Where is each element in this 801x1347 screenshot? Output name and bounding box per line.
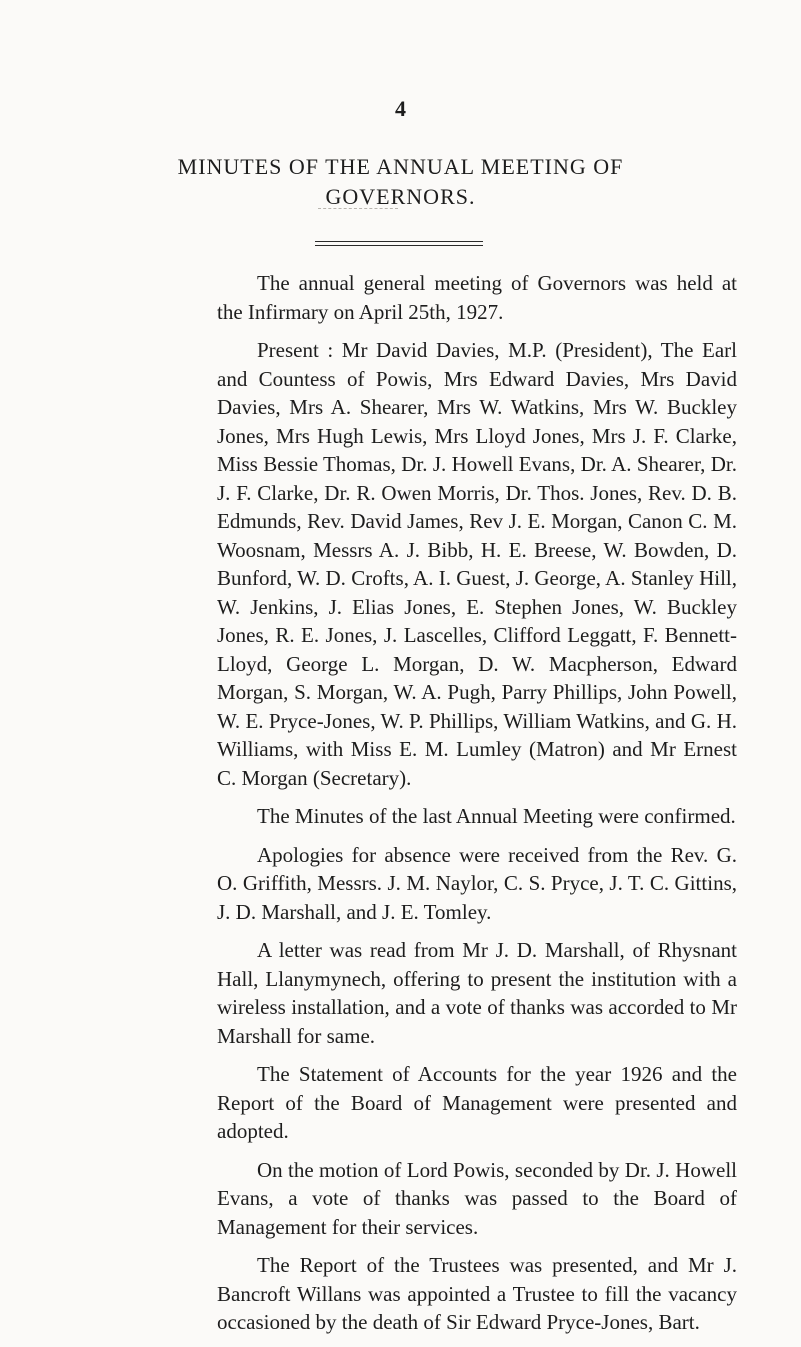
paragraph-minutes-confirmed: The Minutes of the last Annual Meeting were confirmed. — [257, 804, 736, 828]
paragraph-present: Present : Mr David Davies, M.P. (President), The Earl and Countess of Powis, Mrs Edward Davies, Mrs David Davies, Mrs A. Shearer, Mrs W. Watkins, Mrs W. Buckley Jones, Mrs Hugh Lewis, Mrs Lloyd Jones, Mrs J. F. Clarke, Miss Bessie Thomas, Dr. J. Howell Evans, Dr. A. Shearer, Dr. J. F. Clarke, Dr. R. Owen Morris, Dr. Thos. Jones, Rev. D. B. Edmunds, Rev. David James, Rev J. E. Morgan, Canon C. M. Woosnam, Messrs A. J. Bibb, H. E. Breese, W. Bowden, D. Bunford, W. D. Crofts, A. I. Guest, J. George, A. Stanley Hill, W. Jenkins, J. Elias Jones, E. Stephen Jones, W. Buckley Jones, R. E. Jones, J. Lascelles, Clifford Leggatt, F. Bennett-Lloyd, George L. Morgan, D. W. Macpherson, Edward Morgan, S. Morgan, W. A. Pugh, Parry Phillips, John Powell, W. E. Pryce-Jones, W. P. Phillips, William Watkins, and G. H. Williams, with Miss E. M. Lumley (Matron) and Mr Ernest C. Morgan (Secretary). — [217, 338, 737, 790]
document-title — [0, 152, 801, 212]
paragraph-apologies: Apologies for absence were received from the Rev. G. O. Griffith, Messrs. J. M. Naylor, C. S. Pryce, J. T. C. Gittins, J. D. Marshall, and J. E. Tomley. — [217, 842, 737, 924]
paragraph-letter: A letter was read from Mr J. D. Marshall, of Rhysnant Hall, Llanymynech, offering to present the institution with a wireless installation, and a vote of thanks was accorded to Mr Marshall for same. — [217, 938, 737, 1048]
faint-print-mark — [318, 208, 398, 209]
title-rule-top — [315, 241, 483, 242]
title-line-2: GOVERNORS. — [325, 184, 476, 209]
page-number: 4 — [395, 96, 406, 121]
title-line-1: MINUTES OF THE ANNUAL MEETING OF — [177, 154, 624, 179]
paragraph-trustees-report: The Report of the Trustees was presented, and Mr J. Bancroft Willans was appointed a Trustee to fill the vacancy occasioned by the death of Sir Edward Pryce-Jones, Bart. — [217, 1253, 737, 1334]
paragraph-meeting-held: The annual general meeting of Governors was held at the Infirmary on April 25th, 1927. — [217, 271, 737, 324]
paragraph-statement-of-accounts: The Statement of Accounts for the year 1926 and the Report of the Board of Management were presented and adopted. — [217, 1062, 737, 1143]
title-rule-bottom — [315, 245, 483, 246]
paragraph-vote-of-thanks: On the motion of Lord Powis, seconded by Dr. J. Howell Evans, a vote of thanks was passed to the Board of Management for their services. — [217, 1157, 737, 1239]
minutes-body — [217, 269, 737, 1347]
